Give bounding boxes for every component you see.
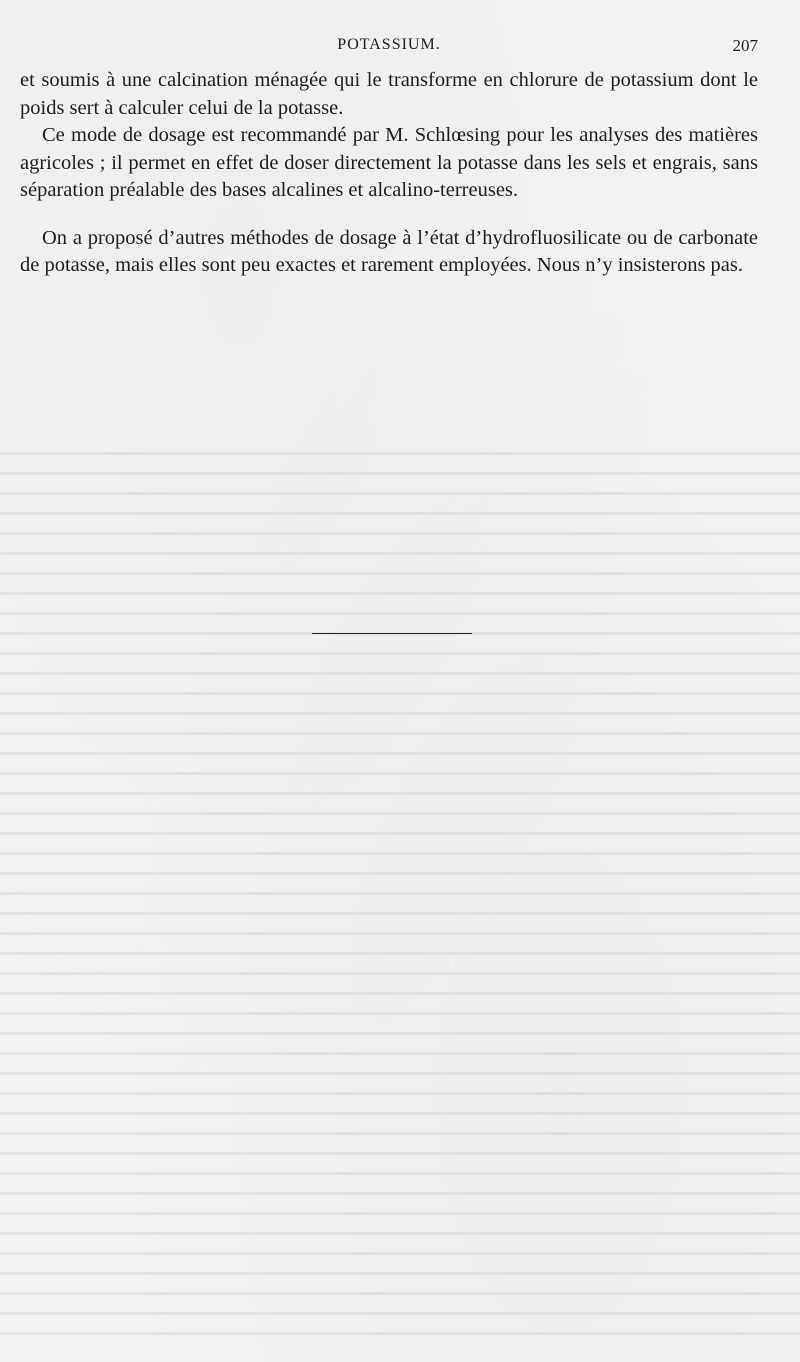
show-through-texture bbox=[0, 440, 800, 1340]
paragraph-other-methods: On a proposé d’autres méthodes de dosage à l’état d’hydrofluosilicate ou de carbonate de potasse, mais elles sont peu exactes et rarement employées. Nous n’y insisterons pas. bbox=[20, 226, 758, 276]
running-head bbox=[20, 36, 758, 60]
paragraph-continuation: et soumis à une calcination ménagée qui le transforme en chlorure de potassium dont le poids sert à calculer celui de la potasse. bbox=[20, 69, 758, 119]
running-title: POTASSIUM. bbox=[337, 36, 441, 53]
page-number: 207 bbox=[732, 36, 758, 55]
body-text bbox=[20, 67, 758, 280]
paragraph-schloesing-method: Ce mode de dosage est recommandé par M. Schlœsing pour les analyses des matières agricoles ; il permet en effet de doser directement la potasse dans les sels et engrais, sans séparation préalable des bases alcalines et alcalino-terreuses. bbox=[20, 124, 758, 201]
section-end-rule bbox=[312, 633, 472, 634]
